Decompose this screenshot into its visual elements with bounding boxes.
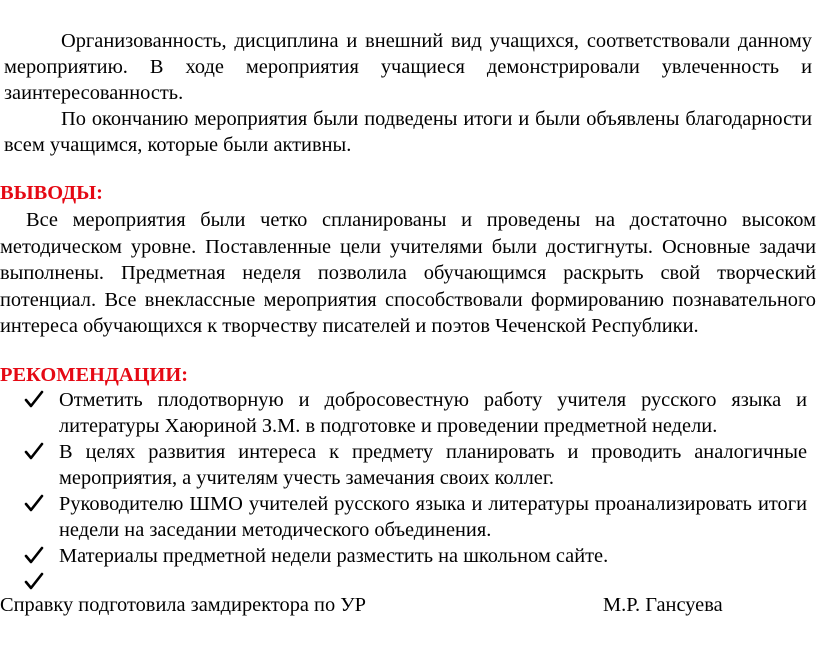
recommendation-item — [0, 543, 807, 569]
recommendations-heading: РЕКОМЕНДАЦИИ: — [0, 364, 189, 386]
checkmark-icon — [24, 439, 46, 465]
intro-paragraph-2: По окончанию мероприятия были подведены итоги и были объявлены благодарности всем учащимся, которые были активны. — [4, 108, 812, 156]
signature-name: М.Р. Гансуева — [603, 594, 723, 616]
recommendation-text: Руководителю ШМО учителей русского языка и литературы проанализировать итоги недели на заседании методического объединения. — [59, 493, 807, 541]
recommendation-text: Отметить плодотворную и добросовестную работу учителя русского языка и литературы Хаюриной З.М. в подготовке и проведении предметной недели. — [59, 389, 807, 437]
recommendations-list — [0, 387, 816, 595]
recommendation-item — [0, 491, 807, 543]
checkmark-icon — [24, 543, 46, 569]
intro-paragraph-1: Организованность, дисциплина и внешний вид учащихся, соответствовали данному мероприятию. В ходе мероприятия учащиеся демонстрировали увлеченность и заинтересованность. — [4, 30, 812, 104]
signature-prepared-by: Справку подготовила замдиректора по УР — [0, 594, 367, 616]
recommendation-text: Материалы предметной недели разместить на школьном сайте. — [59, 545, 609, 567]
conclusions-heading: ВЫВОДЫ: — [0, 182, 103, 204]
recommendation-item — [0, 387, 807, 439]
recommendation-item — [0, 439, 807, 491]
checkmark-icon — [24, 387, 46, 413]
recommendation-text: В целях развития интереса к предмету планировать и проводить аналогичные мероприятия, а учителям учесть замечания своих коллег. — [59, 441, 807, 489]
checkmark-icon — [24, 491, 46, 517]
conclusions-paragraph: Все мероприятия были четко спланированы и проведены на достаточно высоком методическом уровне. Поставленные цели учителями были достигнуты. Основные задачи выполнены. Предметная неделя позволила обучающимся раскрыть свой творческий потенциал. Все внеклассные мероприятия способствовали формированию познавательного интереса обучающихся к творчеству писателей и поэтов Чеченской Республики. — [0, 209, 816, 338]
